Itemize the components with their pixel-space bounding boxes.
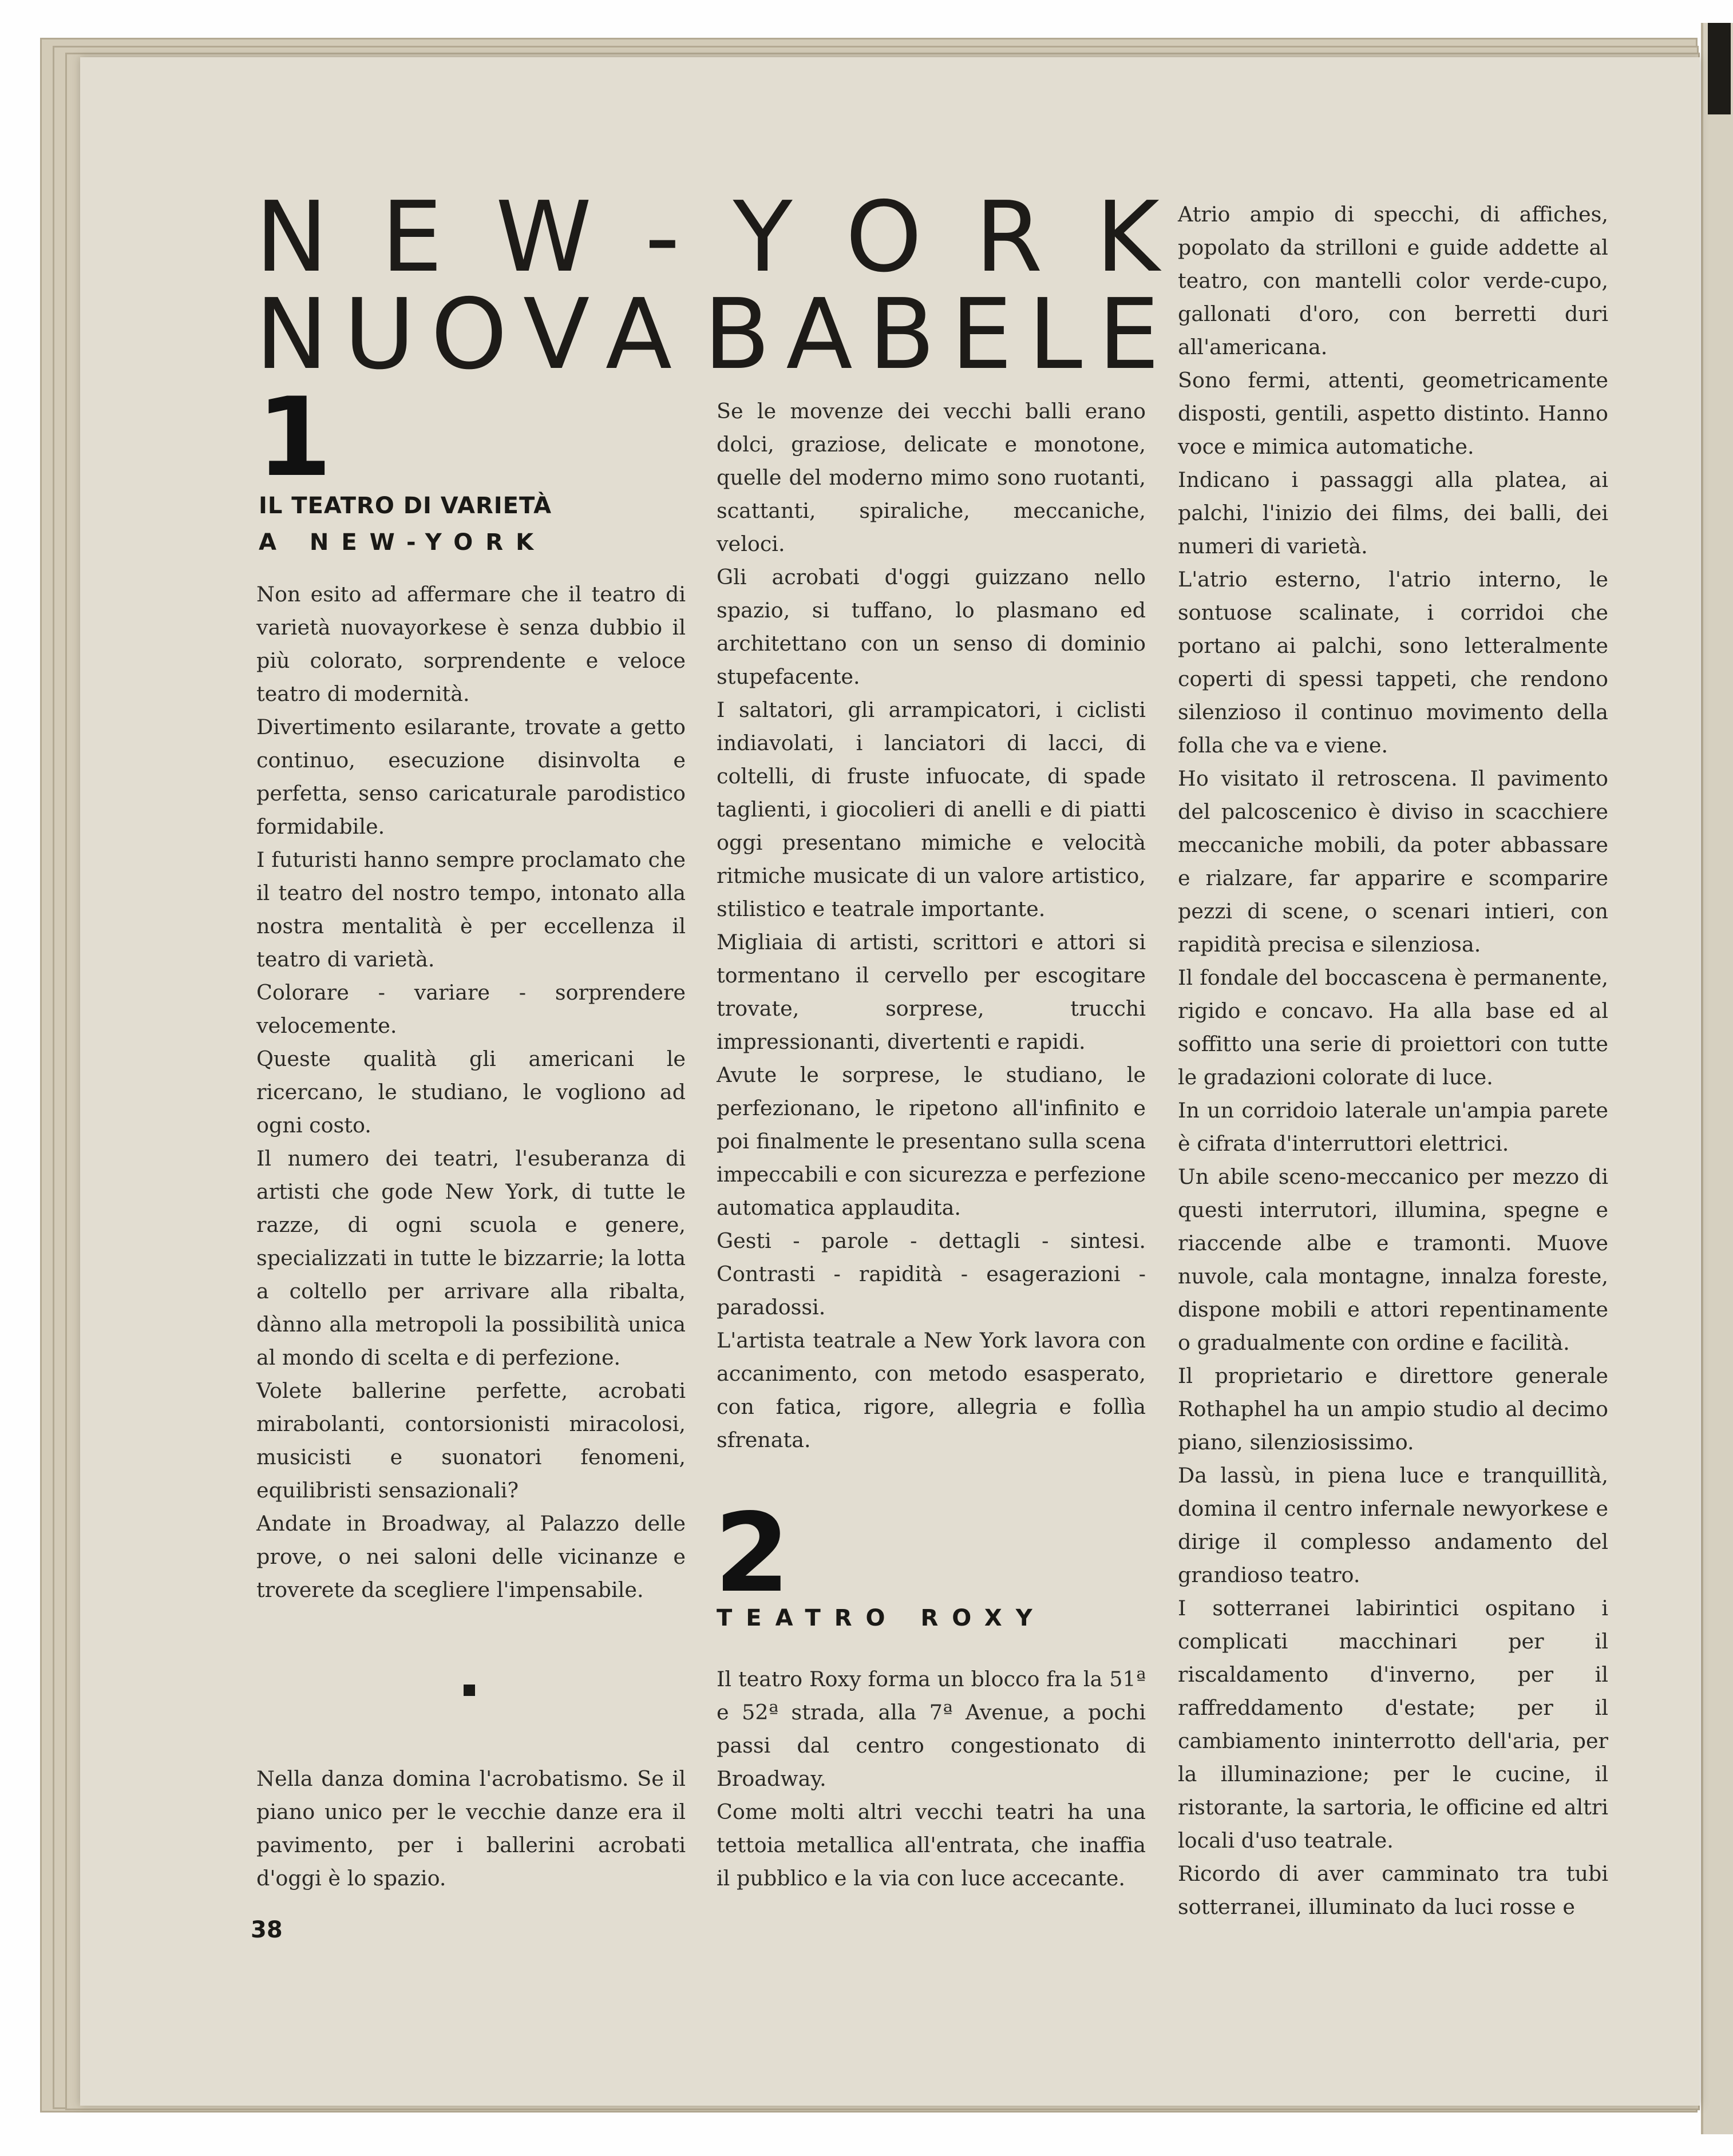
title-letter: V <box>523 278 590 391</box>
title-letter: E <box>951 278 1012 391</box>
title-letter: Y <box>733 181 793 294</box>
paragraph: Colorare - variare - sorprendere velocemente. <box>256 980 686 1038</box>
paragraph: Sono fermi, attenti, geometricamente disposti, gentili, aspetto distinto. Hanno voce e mimica automatiche. <box>1178 368 1608 459</box>
column-3-text <box>1178 198 1608 1924</box>
facing-page-edge <box>1701 23 1733 2134</box>
paragraph: I sotterranei labirintici ospitano i complicati macchinari per il riscaldamento d'inverno, per il raffreddamento d'estate; per il cambiamento ininterrotto dell'aria, per la illuminazione; per le cucine, il ristorante, la sartoria, le officine ed altri locali d'uso teatrale. <box>1178 1596 1608 1853</box>
paragraph: Il proprietario e direttore generale Rothaphel ha un ampio studio al decimo piano, silenziosissimo. <box>1178 1364 1608 1454</box>
title-letter: B <box>868 278 935 391</box>
title-line-1 <box>255 181 1160 294</box>
paragraph: Il numero dei teatri, l'esuberanza di artisti che gode New York, di tutte le razze, di ogni scuola e genere, specializzati in tutte le bizzarrie; la lotta a coltello per arrivare alla ribalta, dànno alla metropoli la possibilità unica al mondo di scelta e di perfezione. <box>256 1146 686 1370</box>
paragraph: Gli acrobati d'oggi guizzano nello spazio, si tuffano, lo plasmano ed architettano con un senso di dominio stupefacente. <box>717 565 1146 689</box>
column-2-bottom-text <box>717 1663 1146 1895</box>
paragraph: Ricordo di aver camminato tra tubi sotterranei, illuminato da luci rosse e <box>1178 1861 1608 1919</box>
paragraph: Indicano i passaggi alla platea, ai palchi, l'inizio dei films, dei balli, dei numeri di varietà. <box>1178 467 1608 558</box>
paragraph: Gesti - parole - dettagli - sintesi. Contrasti - rapidità - esagerazioni - paradossi. <box>717 1228 1146 1319</box>
paragraph: Nella danza domina l'acrobatismo. Se il piano unico per le vecchie danze era il pavimento, per i ballerini acrobati d'oggi è lo spazio. <box>256 1766 686 1891</box>
section-heading-2: TEATRO ROXY <box>717 1605 1046 1631</box>
paragraph: Un abile sceno-meccanico per mezzo di questi interrutori, illumina, spegne e riaccende albe e tramonti. Muove nuvole, cala montagne, innalza foreste, dispone mobili e attori repentinamente o gradualmente con ordine e facilità. <box>1178 1164 1608 1355</box>
title-letter: R <box>975 181 1043 294</box>
paragraph: Il teatro Roxy forma un blocco fra la 51ª e 52ª strada, alla 7ª Avenue, a pochi passi dal centro congestionato di Broadway. <box>717 1667 1146 1791</box>
paragraph: Andate in Broadway, al Palazzo delle prove, o nei saloni delle vicinanze e troverete da scegliere l'impensabile. <box>256 1511 686 1602</box>
title-letter: N <box>255 278 329 391</box>
title-letter: B <box>703 278 770 391</box>
column-1-text <box>256 578 686 1607</box>
paragraph: Volete ballerine perfette, acrobati mirabolanti, contorsionisti miracolosi, musicisti e suonatori fenomeni, equilibristi sensazionali? <box>256 1378 686 1503</box>
paragraph: Atrio ampio di specchi, di affiches, popolato da strilloni e guide addette al teatro, con mantelli color verde-cupo, gallonati d'oro, con berretti duri all'americana. <box>1178 202 1608 359</box>
title-letter: U <box>343 278 416 391</box>
title-letter: N <box>255 181 329 294</box>
title-letter: W <box>495 181 592 294</box>
paragraph: Divertimento esilarante, trovate a getto continuo, esecuzione disinvolta e perfetta, senso caricaturale parodistico formidabile. <box>256 715 686 839</box>
paragraph: Queste qualità gli americani le ricercano, le studiano, le vogliono ad ogni costo. <box>256 1047 686 1138</box>
column-2-text <box>717 395 1146 1457</box>
paragraph: I saltatori, gli arrampicatori, i ciclisti indiavolati, i lanciatori di lacci, di coltelli, di fruste infuocate, di spade taglienti, i giocolieri di anelli e di piatti oggi presentano mimiche e velocità ritmiche musicate di un valore artistico, stilistico e teatrale importante. <box>717 697 1146 921</box>
title-letter: E <box>1098 278 1160 391</box>
title-line-2 <box>255 278 1160 391</box>
paragraph: Da lassù, in piena luce e tranquillità, domina il centro infernale newyorkese e dirige il complesso andamento del grandioso teatro. <box>1178 1463 1608 1587</box>
paragraph: I futuristi hanno sempre proclamato che il teatro del nostro tempo, intonato alla nostra mentalità è per eccellenza il teatro di varietà. <box>256 847 686 972</box>
paragraph: Non esito ad affermare che il teatro di varietà nuovayorkese è senza dubbio il più colorato, sorprendente e veloce teatro di modernità. <box>256 582 686 706</box>
section-break-square <box>464 1685 475 1696</box>
paragraph: In un corridoio laterale un'ampia parete è cifrata d'interruttori elettrici. <box>1178 1098 1608 1156</box>
paragraph: Migliaia di artisti, scrittori e attori si tormentano il cervello per escogitare trovate, sorprese, trucchi impressionanti, divertenti e rapidi. <box>717 930 1146 1054</box>
column-1-bottom-text <box>256 1762 686 1895</box>
title-letter: - <box>644 181 680 294</box>
section-number-1: 1 <box>256 374 333 501</box>
paragraph: L'atrio esterno, l'atrio interno, le sontuose scalinate, i corridoi che portano ai palchi, sono letteralmente coperti di spessi tappeti, che rendono silenzioso il continuo movimento della folla che va e viene. <box>1178 567 1608 758</box>
title-letter: L <box>1028 278 1083 391</box>
title-letter: O <box>430 278 508 391</box>
paragraph: Se le movenze dei vecchi balli erano dolci, graziose, delicate e monotone, quelle del moderno mimo sono ruotanti, scattanti, spiraliche, meccaniche, veloci. <box>717 399 1146 556</box>
section-heading-1: IL TEATRO DI VARIETÀ <box>259 493 552 519</box>
paragraph: Il fondale del boccascena è permanente, rigido e concavo. Ha alla base ed al soffitto una serie di proiettori con tutte le gradazioni colorate di luce. <box>1178 965 1608 1089</box>
paragraph: Ho visitato il retroscena. Il pavimento del palcoscenico è diviso in scacchiere meccaniche mobili, da poter abbassare e rialzare, far apparire e scomparire pezzi di scene, o scenari intieri, con rapidità precisa e silenziosa. <box>1178 766 1608 957</box>
title-letter: E <box>381 181 443 294</box>
paragraph: L'artista teatrale a New York lavora con accanimento, con metodo esasperato, con fatica, rigore, allegria e follìa sfrenata. <box>717 1328 1146 1452</box>
title-letter: A <box>786 278 853 391</box>
title-letter: A <box>605 278 672 391</box>
title-letter: K <box>1095 181 1160 294</box>
section-number-2: 2 <box>714 1490 790 1616</box>
section-subheading-1: A NEW-YORK <box>259 529 547 556</box>
paragraph: Come molti altri vecchi teatri ha una tettoia metallica all'entrata, che inaffia il pubblico e la via con luce accecante. <box>717 1800 1146 1891</box>
paragraph: Avute le sorprese, le studiano, le perfezionano, le ripetono all'infinito e poi finalmente le presentano sulla scena impeccabili e con sicurezza e perfezione automatica applaudita. <box>717 1063 1146 1220</box>
page-number: 38 <box>251 1917 283 1943</box>
title-letter: O <box>845 181 923 294</box>
